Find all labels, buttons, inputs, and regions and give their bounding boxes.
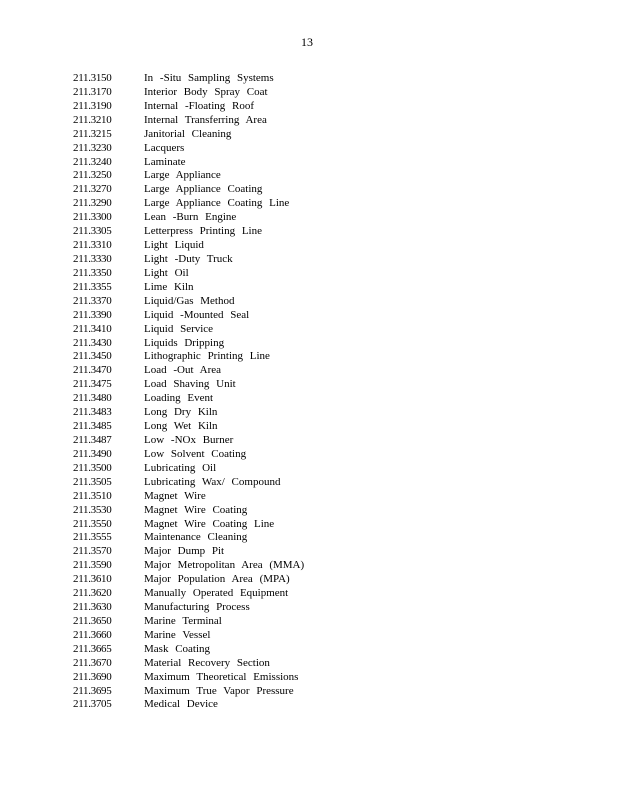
defined-term: Mask Coating (144, 642, 211, 655)
section-number: 211.3705 (73, 698, 112, 711)
list-item (73, 420, 304, 434)
section-number: 211.3290 (73, 197, 112, 210)
section-number: 211.3483 (73, 406, 112, 419)
section-number: 211.3550 (73, 517, 112, 530)
defined-term: Loading Event (144, 392, 214, 405)
section-number: 211.3485 (73, 420, 112, 433)
defined-term: Light -Duty Truck (144, 252, 233, 265)
section-number: 211.3500 (73, 461, 112, 474)
defined-term: Large Appliance Coating Line (144, 197, 290, 210)
section-number: 211.3487 (73, 433, 112, 446)
defined-term: Manually Operated Equipment (144, 587, 289, 600)
defined-term: Liquid Service (144, 322, 214, 335)
section-number: 211.3590 (73, 559, 112, 572)
list-item (73, 253, 304, 267)
list-item (73, 86, 304, 100)
section-number: 211.3410 (73, 322, 112, 335)
list-item (73, 657, 304, 671)
defined-term: Lime Kiln (144, 280, 194, 293)
defined-term: Internal Transferring Area (144, 113, 267, 126)
list-item (73, 685, 304, 699)
defined-term: Magnet Wire Coating (144, 503, 248, 516)
list-item (73, 531, 304, 545)
section-number: 211.3695 (73, 684, 112, 697)
section-number: 211.3430 (73, 336, 112, 349)
defined-term: Manufacturing Process (144, 601, 250, 614)
list-item (73, 573, 304, 587)
defined-term: Long Wet Kiln (144, 420, 218, 433)
section-number: 211.3330 (73, 252, 112, 265)
defined-term: Liquids Dripping (144, 336, 225, 349)
section-number: 211.3620 (73, 587, 112, 600)
section-number: 211.3555 (73, 531, 112, 544)
list-item (73, 239, 304, 253)
defined-term: Load Shaving Unit (144, 378, 236, 391)
section-number: 211.3470 (73, 364, 112, 377)
list-item (73, 587, 304, 601)
section-number: 211.3660 (73, 628, 112, 641)
defined-term: Maintenance Cleaning (144, 531, 248, 544)
defined-term: Maximum True Vapor Pressure (144, 684, 294, 697)
list-item (73, 267, 304, 281)
defined-term: Lubricating Oil (144, 461, 217, 474)
list-item (73, 72, 304, 86)
list-item (73, 142, 304, 156)
defined-term: Marine Vessel (144, 628, 211, 641)
list-item (73, 225, 304, 239)
defined-term: Liquid/Gas Method (144, 294, 235, 307)
defined-term: Letterpress Printing Line (144, 225, 262, 238)
list-item (73, 434, 304, 448)
list-item (73, 309, 304, 323)
list-item (73, 323, 304, 337)
defined-term: Lubricating Wax/ Compound (144, 475, 281, 488)
section-number: 211.3505 (73, 475, 112, 488)
section-number: 211.3530 (73, 503, 112, 516)
defined-term: Lithographic Printing Line (144, 350, 270, 363)
defined-term: Major Metropolitan Area (MMA) (144, 559, 305, 572)
list-item (73, 169, 304, 183)
list-item (73, 615, 304, 629)
defined-term: Major Population Area (MPA) (144, 573, 290, 586)
list-item (73, 518, 304, 532)
list-item (73, 504, 304, 518)
section-number: 211.3370 (73, 294, 112, 307)
defined-term: Light Oil (144, 266, 189, 279)
section-number: 211.3630 (73, 601, 112, 614)
list-item (73, 462, 304, 476)
section-number: 211.3230 (73, 141, 112, 154)
list-item (73, 100, 304, 114)
list-item (73, 183, 304, 197)
section-number: 211.3355 (73, 280, 112, 293)
list-item (73, 350, 304, 364)
list-item (73, 698, 304, 712)
section-number: 211.3480 (73, 392, 112, 405)
list-item (73, 211, 304, 225)
section-number: 211.3665 (73, 642, 112, 655)
defined-term: Magnet Wire Coating Line (144, 517, 275, 530)
list-item (73, 197, 304, 211)
section-number: 211.3490 (73, 447, 112, 460)
defined-term: Low Solvent Coating (144, 447, 247, 460)
list-item (73, 114, 304, 128)
section-number: 211.3350 (73, 266, 112, 279)
defined-term: Large Appliance Coating (144, 183, 263, 196)
defined-term: Large Appliance (144, 169, 221, 182)
section-number: 211.3215 (73, 127, 112, 140)
definition-index-list (73, 72, 304, 712)
defined-term: Janitorial Cleaning (144, 127, 232, 140)
defined-term: Liquid -Mounted Seal (144, 308, 250, 321)
section-number: 211.3475 (73, 378, 112, 391)
defined-term: Medical Device (144, 698, 218, 711)
defined-term: Long Dry Kiln (144, 406, 218, 419)
list-item (73, 295, 304, 309)
list-item (73, 601, 304, 615)
defined-term: Marine Terminal (144, 614, 222, 627)
list-item (73, 406, 304, 420)
section-number: 211.3390 (73, 308, 112, 321)
section-number: 211.3240 (73, 155, 112, 168)
section-number: 211.3170 (73, 85, 112, 98)
defined-term: Load -Out Area (144, 364, 222, 377)
section-number: 211.3450 (73, 350, 112, 363)
defined-term: Material Recovery Section (144, 656, 270, 669)
list-item (73, 490, 304, 504)
defined-term: Maximum Theoretical Emissions (144, 670, 299, 683)
defined-term: Lean -Burn Engine (144, 211, 237, 224)
section-number: 211.3690 (73, 670, 112, 683)
defined-term: Laminate (144, 155, 186, 168)
section-number: 211.3510 (73, 489, 112, 502)
section-number: 211.3270 (73, 183, 112, 196)
section-number: 211.3570 (73, 545, 112, 558)
defined-term: In -Situ Sampling Systems (144, 72, 274, 84)
section-number: 211.3650 (73, 614, 112, 627)
section-number: 211.3305 (73, 225, 112, 238)
list-item (73, 559, 304, 573)
section-number: 211.3610 (73, 573, 112, 586)
section-number: 211.3300 (73, 211, 112, 224)
defined-term: Internal -Floating Roof (144, 99, 255, 112)
list-item (73, 671, 304, 685)
section-number: 211.3670 (73, 656, 112, 669)
defined-term: Lacquers (144, 141, 185, 154)
list-item (73, 476, 304, 490)
defined-term: Interior Body Spray Coat (144, 85, 268, 98)
list-item (73, 545, 304, 559)
defined-term: Low -NOx Burner (144, 433, 234, 446)
section-number: 211.3190 (73, 99, 112, 112)
list-item (73, 337, 304, 351)
section-number: 211.3250 (73, 169, 112, 182)
defined-term: Light Liquid (144, 239, 204, 252)
section-number: 211.3210 (73, 113, 112, 126)
list-item (73, 629, 304, 643)
list-item (73, 448, 304, 462)
section-number: 211.3310 (73, 239, 112, 252)
defined-term: Magnet Wire (144, 489, 206, 502)
list-item (73, 378, 304, 392)
section-number: 211.3150 (73, 72, 112, 84)
defined-term: Major Dump Pit (144, 545, 225, 558)
list-item (73, 156, 304, 170)
list-item (73, 643, 304, 657)
list-item (73, 128, 304, 142)
list-item (73, 392, 304, 406)
list-item (73, 281, 304, 295)
page-number: 13 (301, 35, 313, 49)
list-item (73, 364, 304, 378)
